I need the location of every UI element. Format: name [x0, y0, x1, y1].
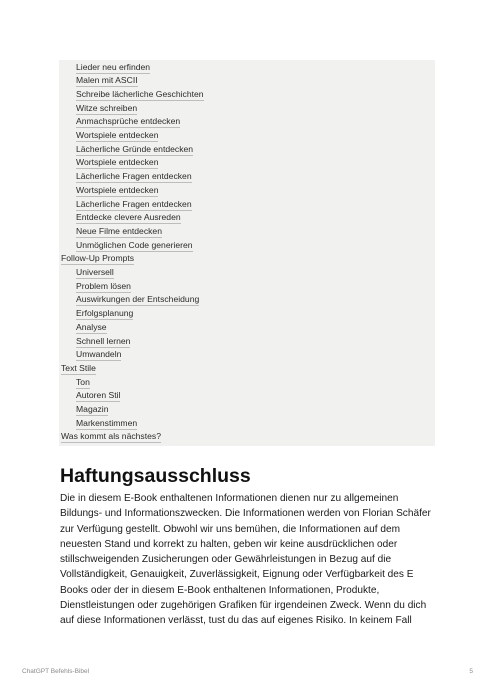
toc-item-link[interactable]: Magazin [76, 404, 109, 414]
toc-item-link[interactable]: Wortspiele entdecken [76, 184, 159, 195]
toc-item-link[interactable]: Erfolgsplanung [76, 308, 134, 319]
toc-item-link[interactable]: Entdecke clevere Ausreden [76, 212, 181, 223]
page-number: 5 [469, 668, 473, 675]
toc-item-link[interactable]: Markenstimmen [76, 417, 138, 428]
toc-item-link[interactable]: Universell [76, 267, 114, 277]
toc-item-link[interactable]: Witze schreiben [76, 102, 138, 113]
toc-item-link[interactable]: Lächerliche Fragen entdecken [76, 171, 192, 182]
toc-item-link[interactable]: Unmöglichen Code generieren [76, 239, 193, 250]
toc-item-link[interactable]: Schreibe lächerliche Geschichten [76, 88, 204, 99]
toc-item-link[interactable]: Wortspiele entdecken [76, 157, 159, 168]
toc-item-link[interactable]: Lächerliche Fragen entdecken [76, 198, 192, 209]
toc-item-link[interactable]: Wortspiele entdecken [76, 130, 159, 140]
disclaimer-paragraph: Die in diesem E-Book enthaltenen Informationen dienen nur zu allgemeinen Bildungs- und Informationszwecken. Die Informationen werden von Florian Schäfer zur Verfügung gestellt. Obwohl wir uns bemühen, die Informationen auf dem neuesten Stand und korrekt zu halten, geben wir keine ausdrücklichen oder stillschweigenden Zusicherungen oder Gewährleistungen in Bezug auf die Vollständigkeit, Genauigkeit, Zuverlässigkeit, Eignung oder Verfügbarkeit des E Books oder der in diesem E-Book enthaltenen Informationen, Produkte, Dienstleistungen oder zugehörigen Grafiken für irgendeinen Zweck. Wenn du dich auf diese Informationen verlässt, tust du das auf eigenes Risiko. In keinem Fall [60, 493, 431, 627]
toc-item-link[interactable]: Problem lösen [76, 280, 131, 291]
toc-item-link[interactable]: Anmachsprüche entdecken [76, 116, 181, 127]
footer-title: ChatGPT Befehls-Bibel [22, 668, 90, 675]
toc-section-link[interactable]: Was kommt als nächstes? [61, 431, 161, 442]
toc-item-link[interactable]: Ton [76, 376, 90, 387]
toc-item-link[interactable]: Auswirkungen der Entscheidung [76, 294, 200, 305]
table-of-contents [59, 60, 435, 446]
toc-item-link[interactable]: Malen mit ASCII [76, 75, 138, 86]
toc-item-link[interactable]: Schnell lernen [76, 335, 131, 346]
toc-item-link[interactable]: Autoren Stil [76, 390, 121, 401]
section-heading: Haftungsausschluss [60, 465, 251, 487]
toc-item-link[interactable]: Analyse [76, 321, 107, 332]
toc-section-link[interactable]: Follow-Up Prompts [61, 253, 135, 264]
toc-section-link[interactable]: Text Stile [61, 362, 96, 373]
toc-item-link[interactable]: Lieder neu erfinden [76, 61, 151, 72]
toc-item-link[interactable]: Neue Filme entdecken [76, 225, 162, 236]
toc-item-link[interactable]: Lächerliche Gründe entdecken [76, 143, 194, 154]
toc-item-link[interactable]: Umwandeln [76, 349, 122, 360]
